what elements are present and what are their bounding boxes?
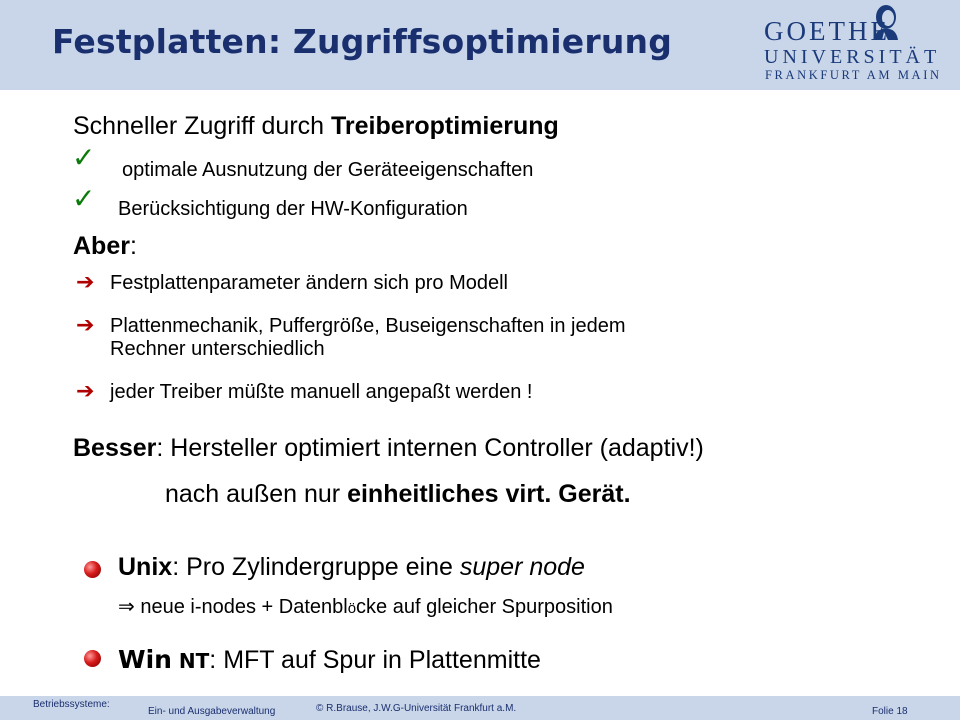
arrow-item-3: jeder Treiber müßte manuell angepaßt werden !	[110, 381, 533, 403]
winnt-bold-1: Win	[118, 645, 172, 674]
ball-bullet-icon	[84, 650, 101, 667]
footer-topic: Ein- und Ausgabeverwaltung	[148, 706, 276, 717]
intro-line	[73, 112, 559, 141]
check-item-1: optimale Ausnutzung der Geräteeigenschaften	[122, 159, 534, 181]
arrow-item-2-line2: Rechner unterschiedlich	[110, 338, 325, 360]
besser-line2-prefix: nach außen nur	[165, 480, 348, 508]
right-arrow-icon: ➔	[76, 379, 95, 404]
intro-prefix: Schneller Zugriff durch	[73, 112, 331, 140]
right-arrow-icon: ➔	[76, 270, 95, 295]
logo-line-goethe: GOETHE	[764, 16, 890, 46]
logo-line-city: FRANKFURT AM MAIN	[765, 68, 942, 82]
university-logo	[760, 0, 960, 90]
unix-bold: Unix	[118, 553, 173, 581]
besser-bold: Besser	[73, 434, 157, 462]
arrow-item-1: Festplattenparameter ändern sich pro Modell	[110, 272, 508, 294]
aber-colon: :	[129, 232, 137, 260]
unix-sub-a: neue i-nodes + Datenbl	[134, 596, 348, 618]
unix-sub-small: ö	[347, 600, 357, 617]
besser-line2-bold: einheitliches virt. Gerät.	[347, 480, 631, 508]
checkmark-icon: ✓	[72, 182, 96, 215]
arrow-item-2-line1: Plattenmechanik, Puffergröße, Buseigenschaften in jedem	[110, 315, 626, 337]
winnt-rest: : MFT auf Spur in Plattenmitte	[209, 646, 541, 674]
unix-mid: : Pro Zylindergruppe eine	[172, 553, 460, 581]
winnt-bold-2: NT	[178, 649, 210, 673]
footer-copyright: © R.Brause, J.W.G-Universität Frankfurt a.M.	[316, 703, 517, 714]
intro-bold: Treiberoptimierung	[331, 112, 559, 140]
footer-course: Betriebssysteme:	[33, 699, 110, 710]
footer-slide-number: Folie 18	[872, 706, 908, 717]
ball-bullet-icon	[84, 561, 101, 578]
besser-line-1	[73, 434, 704, 463]
unix-italic: super node	[459, 553, 585, 581]
besser-rest: : Hersteller optimiert internen Controller (adaptiv!)	[156, 434, 704, 462]
page-title: Festplatten: Zugriffsoptimierung	[52, 22, 673, 61]
right-arrow-icon: ➔	[76, 313, 95, 338]
check-item-2: Berücksichtigung der HW-Konfiguration	[118, 198, 468, 220]
implies-arrow-icon: ⇒	[118, 596, 135, 618]
aber-bold: Aber	[73, 232, 130, 260]
unix-line	[118, 553, 585, 582]
logo-line-universitaet: UNIVERSITÄT	[764, 46, 941, 68]
checkmark-icon: ✓	[72, 141, 96, 174]
winnt-line	[118, 645, 541, 675]
aber-heading	[73, 232, 137, 261]
unix-subline	[118, 594, 613, 619]
unix-sub-b: cke auf gleicher Spurposition	[356, 596, 613, 618]
besser-line-2	[165, 480, 631, 509]
